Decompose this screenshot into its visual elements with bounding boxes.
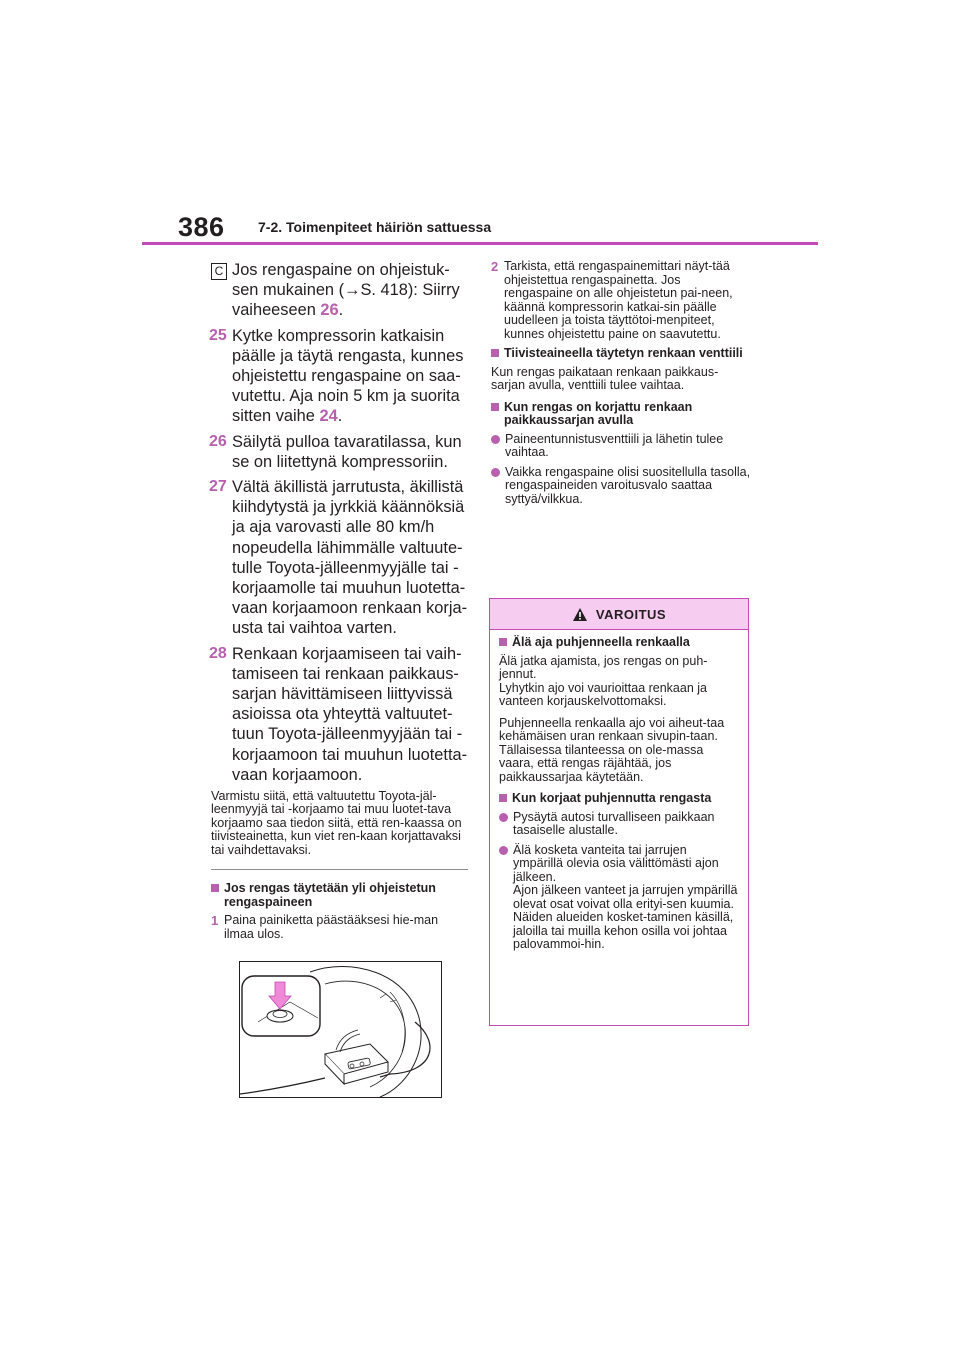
overinflated-step-2-number: 2 bbox=[491, 259, 499, 274]
valve-heading bbox=[491, 347, 751, 361]
step-27-text: Vältä äkillistä jarrutusta, äkillistä kiihdytystä ja jyrkkiä käännöksiä ja aja varovasti alle 80 km/h nopeudella lähimmälle valtuute-tulle Toyota-jälleenmyyjälle tai -korjaamolle tai muuhun luotetta-vaan korjaamoon renkaan korja-usta tai vaihtoa varten. bbox=[232, 478, 468, 638]
step-27-number: 27 bbox=[209, 478, 227, 496]
step-25-text-after: . bbox=[337, 407, 343, 426]
step-26-text: Säilytä pulloa tavaratilassa, kun se on liitettynä kompressoriin. bbox=[232, 432, 462, 471]
valve-heading-text: Tiivisteaineella täytetyn renkaan venttiili bbox=[504, 346, 743, 360]
repair-bullet-2 bbox=[499, 844, 739, 952]
step-c-text-before: Jos rengaspaine on ohjeistuk-sen mukainen ( bbox=[232, 261, 450, 300]
warning-title: VAROITUS bbox=[595, 606, 667, 622]
step-c-ref: 26 bbox=[320, 301, 339, 320]
round-bullet-icon bbox=[499, 846, 508, 855]
valve-text: Kun rengas paikataan renkaan paikkaus-sarjan avulla, venttiili tulee vaihtaa. bbox=[491, 364, 719, 392]
overinflated-step-1 bbox=[211, 914, 468, 941]
arrow-icon: → bbox=[344, 281, 361, 300]
step-c-text-after: . bbox=[338, 301, 344, 320]
repair-bullet-1-text: Pysäytä autosi turvalliseen paikkaan tasaiselle alustalle. bbox=[513, 809, 715, 837]
repair-note: Varmistu siitä, että valtuutettu Toyota-jäl-leenmyyjä tai -korjaamo tai muu luotet-tava korjaamo saa tiedon siitä, että ren-kaassa on tiivisteainetta, kun viet ren-kaan korjattavaksi tai vaihdettavaksi. bbox=[211, 789, 462, 857]
section-title: 7-2. Toimenpiteet häiriön sattuessa bbox=[258, 219, 492, 235]
warning-body bbox=[490, 630, 748, 952]
repaired-bullet-2 bbox=[491, 466, 751, 507]
overinflated-heading-text: Jos rengas täytetään yli ohjeistetun rengaspaineen bbox=[224, 881, 436, 909]
overinflated-step-1-number: 1 bbox=[211, 913, 219, 929]
step-c bbox=[211, 260, 468, 321]
divider bbox=[211, 869, 468, 870]
left-column bbox=[211, 260, 468, 947]
round-bullet-icon bbox=[491, 468, 500, 477]
header-rule bbox=[142, 242, 818, 245]
step-26 bbox=[211, 432, 468, 472]
step-26-number: 26 bbox=[209, 432, 227, 450]
step-25 bbox=[211, 326, 468, 427]
step-28-text: Renkaan korjaamiseen tai vaih-tamiseen tai renkaan paikkaus-sarjan hävittämiseen liittyvissä asioissa ota yhteyttä valtuutet-tuun Toyota-jälleenmyyjään tai -korjaamoon tai muuhun luotetta-vaan korjaamoon. bbox=[232, 644, 468, 784]
overinflated-heading bbox=[211, 882, 468, 909]
square-bullet-icon bbox=[499, 638, 507, 646]
warning-box bbox=[489, 598, 749, 1026]
step-25-ref: 24 bbox=[319, 407, 338, 426]
flat-tire-p1b: Lyhytkin ajo voi vaurioittaa renkaan ja vanteen korjauskelvottomaksi. bbox=[499, 680, 707, 708]
round-bullet-icon bbox=[499, 813, 508, 822]
repair-bullet-1 bbox=[499, 811, 739, 838]
repaired-heading-text: Kun rengas on korjattu renkaan paikkaussarjan avulla bbox=[504, 399, 693, 427]
flat-tire-p2: Puhjenneella renkaalla ajo voi aiheut-taa kehämäisen uran renkaan sivupin-taan. Tällaisessa tilanteessa on ole-massa vaara, että rengas räjähtää, jos paikkaussarjaa käytetään. bbox=[499, 715, 725, 784]
round-bullet-icon bbox=[491, 435, 500, 444]
repair-heading-text: Kun korjaat puhjennutta rengasta bbox=[512, 791, 712, 805]
square-bullet-icon bbox=[499, 794, 507, 802]
repaired-bullet-2-text: Vaikka rengaspaine olisi suositellulla tasolla, rengaspaineiden varoitusvalo saattaa syttyä/vilkkua. bbox=[505, 464, 751, 506]
step-27 bbox=[211, 477, 468, 639]
page-number: 386 bbox=[178, 212, 225, 242]
warning-header bbox=[490, 599, 748, 630]
repaired-bullet-1 bbox=[491, 433, 751, 460]
step-c-text-mid: S. 418): Siirry vaiheeseen bbox=[232, 281, 460, 320]
warning-triangle-icon bbox=[572, 607, 588, 622]
square-bullet-icon bbox=[491, 349, 499, 357]
step-25-text-before: Kytke kompressorin katkaisin päälle ja täytä rengasta, kunnes ohjeistettu rengaspaine on saa-vutettu. Aja noin 5 km ja suorita sitten vaihe bbox=[232, 326, 464, 426]
square-bullet-icon bbox=[211, 884, 219, 892]
overinflated-step-2-text: Tarkista, että rengaspainemittari näyt-tää ohjeistettua rengaspainetta. Jos rengaspaine on alle ohjeistetun pai-neen, käännä kompressorin katkai-sin päälle uudelleen ja toista täyttötoi-menpiteet, kunnes ohjeistettu paine on saavutettu. bbox=[504, 259, 733, 341]
step-25-number: 25 bbox=[209, 326, 227, 344]
flat-tire-p1: Älä jatka ajamista, jos rengas on puh-jennut. bbox=[499, 653, 708, 681]
step-c-badge: C bbox=[211, 263, 227, 280]
step-28 bbox=[211, 644, 468, 785]
repair-bullet-2a-text: Älä kosketa vanteita tai jarrujen ympärillä olevia osia välittömästi ajon jälkeen. bbox=[513, 842, 719, 884]
flat-tire-heading-text: Älä aja puhjenneella renkaalla bbox=[512, 635, 690, 649]
repaired-heading bbox=[491, 401, 751, 428]
repair-heading bbox=[499, 792, 739, 806]
overinflated-step-1-text: Paina painiketta päästääksesi hie-man ilmaa ulos. bbox=[224, 913, 439, 941]
step-28-number: 28 bbox=[209, 644, 227, 662]
right-column bbox=[491, 260, 751, 512]
square-bullet-icon bbox=[491, 403, 499, 411]
repaired-bullet-1-text: Paineentunnistusventtiili ja lähetin tulee vaihtaa. bbox=[505, 431, 724, 459]
overinflated-step-2 bbox=[491, 260, 751, 341]
repair-bullet-2b-text: Ajon jälkeen vanteet ja jarrujen ympärillä olevat osat voivat olla erityi-sen kuumia. Näiden alueiden kosket-taminen käsillä, jaloilla tai muilla kehon osilla voi johtaa palovammoi-hin. bbox=[513, 883, 738, 951]
flat-tire-heading bbox=[499, 636, 739, 650]
compressor-illustration bbox=[239, 961, 442, 1098]
compressor-button-drawing bbox=[240, 962, 441, 1097]
